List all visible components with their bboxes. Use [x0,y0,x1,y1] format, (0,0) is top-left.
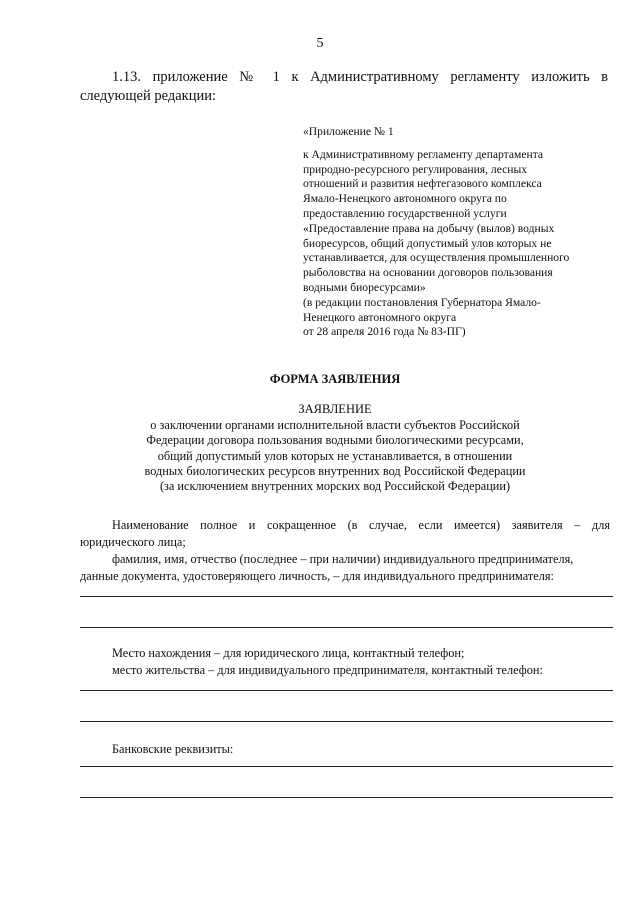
subject-line: водных биологических ресурсов внутренних вод Российской Федерации [144,463,526,478]
application-title: ЗАЯВЛЕНИЕ [298,402,372,416]
item-1-13-paragraph: 1.13. приложение № 1 к Административному регламенту изложить в следующей редакции: [80,69,608,104]
appendix-line: предоставлению государственной услуги [303,206,507,220]
appendix-line: природно-ресурсного регулирования, лесных [303,162,528,176]
appendix-line: устанавливается, для осуществления промышленного [303,251,570,265]
bank-details-fill-line[interactable] [80,797,613,798]
subject-line: общий допустимый улов которых не устанавливается, в отношении [157,448,513,463]
name-label-line: фамилия, имя, отчество (последнее – при наличии) индивидуального предпринимателя, [112,552,574,566]
location-label-line: Место нахождения – для юридического лица, контактный телефон; [112,646,465,660]
appendix-line: рыболовства на основании договоров пользования [303,266,553,280]
location-fill-line[interactable] [80,721,613,722]
location-label [80,645,610,679]
bank-details-fill-line[interactable] [80,766,613,767]
appendix-line: «Предоставление права на добычу (вылов) водных [303,221,555,235]
application-subject [100,418,570,494]
appendix-line: от 28 апреля 2016 года № 83-ПГ) [303,325,466,339]
appendix-line: (в редакции постановления Губернатора Ямало- [303,295,541,309]
applicant-name-fill-line[interactable] [80,596,613,597]
appendix-line: биоресурсов, общий допустимый улов которых не [303,236,552,250]
appendix-line: отношений и развития нефтегазового комплекса [303,177,542,191]
appendix-line: к Административному регламенту департамента [303,147,544,161]
appendix-title: «Приложение № 1 [303,125,394,138]
appendix-header-block [303,125,623,340]
name-label-line: Наименование полное и сокращенное (в случае, если имеется) заявителя – для [112,518,610,532]
bank-details-label-line: Банковские реквизиты: [112,742,234,756]
form-title: ФОРМА ЗАЯВЛЕНИЯ [269,372,401,386]
appendix-line: водными биоресурсами» [303,280,426,294]
appendix-line: Ненецкого автономного округа [303,310,457,324]
applicant-name-label [80,517,610,585]
page-number: 5 [316,36,324,51]
location-fill-line[interactable] [80,690,613,691]
name-label-line: юридического лица; [80,535,186,549]
name-label-line: данные документа, удостоверяющего личность, – для индивидуального предпринимателя: [80,569,554,583]
appendix-line: Ямало-Ненецкого автономного округа по [303,192,507,206]
location-label-line: место жительства – для индивидуального предпринимателя, контактный телефон: [112,663,543,677]
subject-line: о заключении органами исполнительной власти субъектов Российской [150,418,520,432]
subject-line: Федерации договора пользования водными биологическими ресурсами, [146,433,524,448]
subject-line: (за исключением внутренних морских вод Российской Федерации) [159,479,511,494]
applicant-name-fill-line[interactable] [80,627,613,628]
bank-details-label [80,741,610,758]
